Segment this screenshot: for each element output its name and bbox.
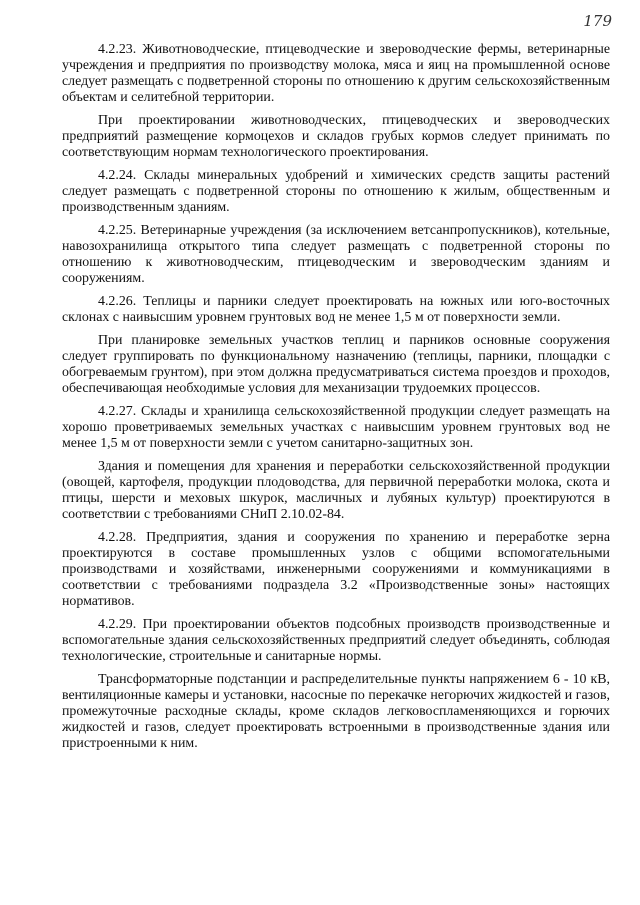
document-body [62, 42, 610, 759]
paragraph-4-2-24: 4.2.24. Склады минеральных удобрений и химических средств защиты растений следует размещать с подветренной стороны по отношению к жилым, общественным и производственным зданиям. [62, 168, 610, 215]
page-number: 179 [583, 12, 612, 30]
paragraph-4-2-27: 4.2.27. Склады и хранилища сельскохозяйственной продукции следует размещать на хорошо проветриваемых земельных участках с наивысшим уровнем грунтовых вод не менее 1,5 м от поверхности земли с учетом санитарно-защитных зон. [62, 404, 610, 451]
paragraph-4-2-28: 4.2.28. Предприятия, здания и сооружения по хранению и переработке зерна проектируются в составе промышленных узлов с общими вспомогательными производствами и хозяйствами, инженерными сооружениями и коммуникациями в соответствии с требованиями подраздела 3.2 «Производственные зоны» настоящих нормативов. [62, 530, 610, 609]
paragraph-4-2-29: 4.2.29. При проектировании объектов подсобных производств производственные и вспомогательные здания сельскохозяйственных предприятий следует объединять, соблюдая технологические, строительные и санитарные нормы. [62, 617, 610, 664]
paragraph-livestock-design: При проектировании животноводческих, птицеводческих и звероводческих предприятий размещение кормоцехов и складов грубых кормов следует принимать по соответствующим нормам технологического проектирования. [62, 113, 610, 160]
paragraph-4-2-23: 4.2.23. Животноводческие, птицеводческие и звероводческие фермы, ветеринарные учреждения и предприятия по производству молока, мяса и яиц на промышленной основе следует размещать с подветренной стороны по отношению к другим сельскохозяйственным объектам и селитебной территории. [62, 42, 610, 105]
paragraph-4-2-26: 4.2.26. Теплицы и парники следует проектировать на южных или юго-восточных склонах с наивысшим уровнем грунтовых вод не менее 1,5 м от поверхности земли. [62, 294, 610, 325]
paragraph-4-2-25: 4.2.25. Ветеринарные учреждения (за исключением ветсанпропускников), котельные, навозохранилища открытого типа следует размещать с подветренной стороны по отношению к животноводческим, птицеводческим и звероводческим зданиям и сооружениям. [62, 223, 610, 286]
paragraph-greenhouse-planning: При планировке земельных участков теплиц и парников основные сооружения следует группировать по функциональному назначению (теплицы, парники, площадки с обогреваемым грунтом), при этом должна предусматриваться система проездов и проходов, обеспечивающая необходимые условия для механизации трудоемких процессов. [62, 333, 610, 396]
paragraph-storage-buildings: Здания и помещения для хранения и переработки сельскохозяйственной продукции (овощей, картофеля, продукции плодоводства, для первичной переработки молока, скота и птицы, шерсти и меховых шкурок, масличных и лубяных культур) проектируются в соответствии с требованиями СНиП 2.10.02-84. [62, 459, 610, 522]
paragraph-transformer-substations: Трансформаторные подстанции и распределительные пункты напряжением 6 - 10 кВ, вентиляционные камеры и установки, насосные по перекачке негорючих жидкостей и газов, промежуточные расходные склады, кроме складов легковоспламеняющихся и горючих жидкостей и газов, следует проектировать встроенными в производственные здания или пристроенными к ним. [62, 672, 610, 751]
